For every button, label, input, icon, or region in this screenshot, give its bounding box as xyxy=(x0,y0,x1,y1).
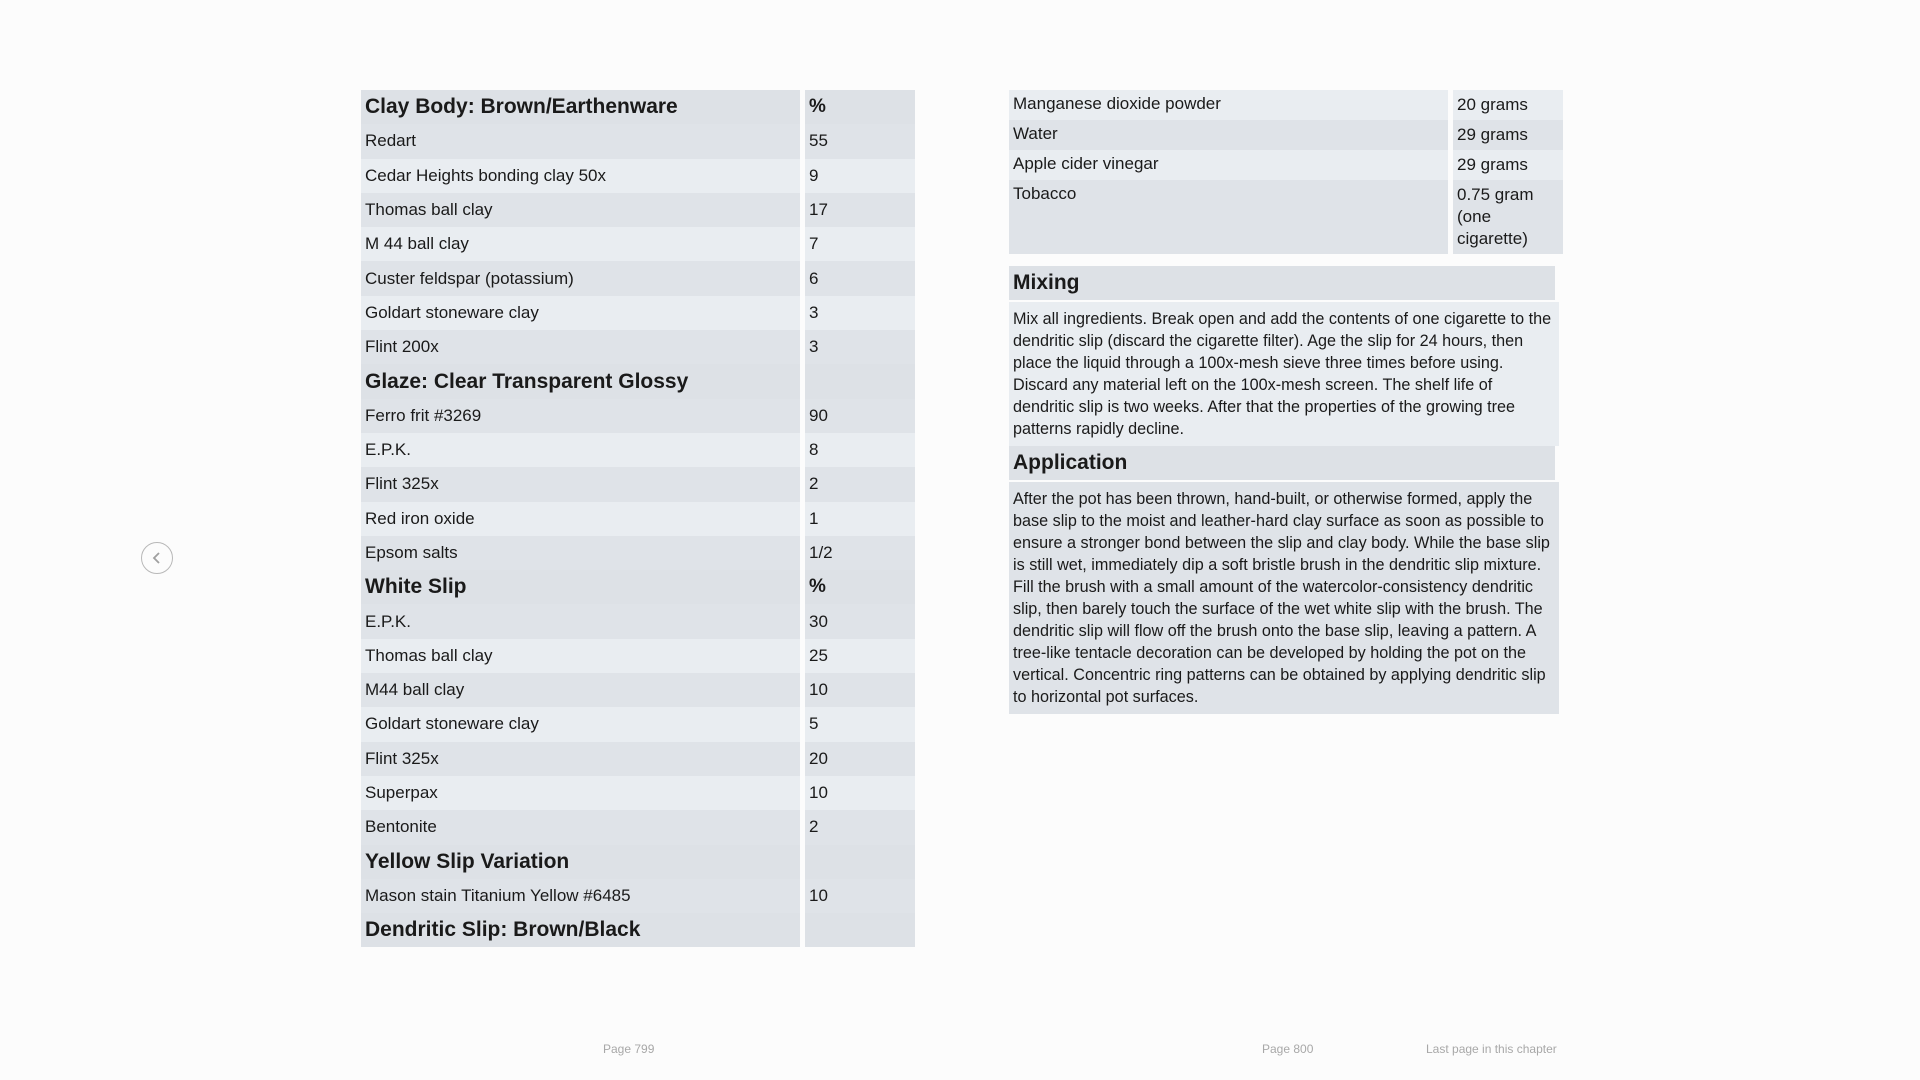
ingredient-name: Thomas ball clay xyxy=(361,639,805,673)
ingredient-name: Redart xyxy=(361,124,805,158)
ingredient-amount: 2 xyxy=(805,810,915,844)
ingredient-name: Flint 325x xyxy=(361,742,805,776)
ingredient-name: Superpax xyxy=(361,776,805,810)
ingredient-name: Flint 200x xyxy=(361,330,805,364)
ingredient-amount: 25 xyxy=(805,639,915,673)
ingredient-row xyxy=(361,124,915,158)
ingredient-name: Red iron oxide xyxy=(361,502,805,536)
unit-label: % xyxy=(805,570,915,604)
ingredient-name: Custer feldspar (potassium) xyxy=(361,261,805,295)
ingredient-amount: 1 xyxy=(805,502,915,536)
ingredient-name: Cedar Heights bonding clay 50x xyxy=(361,159,805,193)
ingredient-row xyxy=(361,330,915,364)
unit-label xyxy=(805,364,915,398)
ingredient-name: E.P.K. xyxy=(361,433,805,467)
ingredient-name: Goldart stoneware clay xyxy=(361,296,805,330)
ingredient-amount: 3 xyxy=(805,330,915,364)
ingredient-row xyxy=(361,399,915,433)
ingredient-row xyxy=(1009,120,1563,150)
ingredient-name: Thomas ball clay xyxy=(361,193,805,227)
ingredient-amount: 29 grams xyxy=(1453,150,1563,180)
ingredient-amount: 5 xyxy=(805,707,915,741)
section-header-row xyxy=(361,570,915,604)
section-title: Glaze: Clear Transparent Glossy xyxy=(361,364,805,398)
ingredient-amount: 3 xyxy=(805,296,915,330)
application-heading: Application xyxy=(1009,446,1555,480)
section-title: White Slip xyxy=(361,570,805,604)
ingredient-amount: 20 grams xyxy=(1453,90,1563,120)
unit-label xyxy=(805,845,915,879)
ingredient-row xyxy=(361,810,915,844)
ingredient-row xyxy=(1009,180,1563,254)
ingredient-amount: 55 xyxy=(805,124,915,158)
ingredient-row xyxy=(361,159,915,193)
ingredient-row xyxy=(361,433,915,467)
ingredient-row xyxy=(361,673,915,707)
ingredient-name: Water xyxy=(1009,120,1453,150)
ingredient-row xyxy=(361,707,915,741)
ingredient-name: Flint 325x xyxy=(361,467,805,501)
ingredient-amount: 90 xyxy=(805,399,915,433)
ingredient-amount: 17 xyxy=(805,193,915,227)
ingredient-name: M 44 ball clay xyxy=(361,227,805,261)
mixing-section xyxy=(1009,266,1559,446)
ingredient-name: Manganese dioxide powder xyxy=(1009,90,1453,120)
ingredient-name: Apple cider vinegar xyxy=(1009,150,1453,180)
previous-page-button[interactable] xyxy=(141,542,173,574)
section-header-row xyxy=(361,845,915,879)
ingredient-row xyxy=(1009,150,1563,180)
ingredient-amount: 30 xyxy=(805,604,915,638)
mixing-text: Mix all ingredients. Break open and add the contents of one cigarette to the dendritic slip (discard the cigarette filter). Age the slip for 24 hours, then place the liquid through a 100x-mesh sieve three times before using. Discard any material left on the 100x-mesh screen. The shelf life of dendritic slip is two weeks. After that the properties of the growing tree patterns rapidly decline. xyxy=(1009,302,1559,446)
ingredient-row xyxy=(361,536,915,570)
ingredient-name: Mason stain Titanium Yellow #6485 xyxy=(361,879,805,913)
ingredient-row xyxy=(361,639,915,673)
page-number-right: Page 800 xyxy=(1262,1042,1314,1056)
mixing-heading: Mixing xyxy=(1009,266,1555,300)
chevron-left-icon xyxy=(150,551,164,565)
ingredient-row xyxy=(361,776,915,810)
section-title: Clay Body: Brown/Earthenware xyxy=(361,90,805,124)
ingredient-amount: 8 xyxy=(805,433,915,467)
ingredient-row xyxy=(361,296,915,330)
ingredient-amount: 0.75 gram (one cigarette) xyxy=(1453,180,1563,254)
section-title: Yellow Slip Variation xyxy=(361,845,805,879)
section-header-row xyxy=(361,913,915,947)
ingredient-amount: 1/2 xyxy=(805,536,915,570)
ingredient-amount: 10 xyxy=(805,879,915,913)
left-page-recipe-table xyxy=(361,90,915,947)
page-number-left: Page 799 xyxy=(603,1042,655,1056)
ingredient-name: Tobacco xyxy=(1009,180,1453,254)
ingredient-row xyxy=(1009,90,1563,120)
ingredient-row xyxy=(361,604,915,638)
ingredient-row xyxy=(361,502,915,536)
ingredient-name: M44 ball clay xyxy=(361,673,805,707)
ingredient-name: Bentonite xyxy=(361,810,805,844)
chapter-end-note: Last page in this chapter xyxy=(1426,1042,1557,1056)
ingredient-amount: 10 xyxy=(805,776,915,810)
ingredient-amount: 9 xyxy=(805,159,915,193)
ingredient-amount: 20 xyxy=(805,742,915,776)
ingredient-row xyxy=(361,227,915,261)
section-header-row xyxy=(361,90,915,124)
ingredient-amount: 2 xyxy=(805,467,915,501)
unit-label xyxy=(805,913,915,947)
ingredient-amount: 7 xyxy=(805,227,915,261)
ingredient-name: Goldart stoneware clay xyxy=(361,707,805,741)
ingredient-amount: 29 grams xyxy=(1453,120,1563,150)
unit-label: % xyxy=(805,90,915,124)
ingredient-name: E.P.K. xyxy=(361,604,805,638)
section-title: Dendritic Slip: Brown/Black xyxy=(361,913,805,947)
ingredient-row xyxy=(361,193,915,227)
ingredient-row xyxy=(361,879,915,913)
ingredient-row xyxy=(361,742,915,776)
right-page-recipe-table xyxy=(1009,90,1563,254)
ingredient-name: Ferro frit #3269 xyxy=(361,399,805,433)
section-header-row xyxy=(361,364,915,398)
ingredient-row xyxy=(361,261,915,295)
ingredient-amount: 10 xyxy=(805,673,915,707)
ingredient-amount: 6 xyxy=(805,261,915,295)
application-text: After the pot has been thrown, hand-built, or otherwise formed, apply the base slip to the moist and leather-hard clay surface as soon as possible to ensure a stronger bond between the slip and clay body. While the base slip is still wet, immediately dip a soft bristle brush in the dendritic slip mixture. Fill the brush with a small amount of the watercolor-consistency dendritic slip, then barely touch the surface of the wet white slip with the brush. The dendritic slip will flow off the brush onto the base slip, leaving a pattern. A tree-like tentacle decoration can be developed by holding the pot on the vertical. Concentric ring patterns can be obtained by applying dendritic slip to horizontal pot surfaces. xyxy=(1009,482,1559,714)
application-section xyxy=(1009,446,1559,714)
ingredient-row xyxy=(361,467,915,501)
ingredient-name: Epsom salts xyxy=(361,536,805,570)
